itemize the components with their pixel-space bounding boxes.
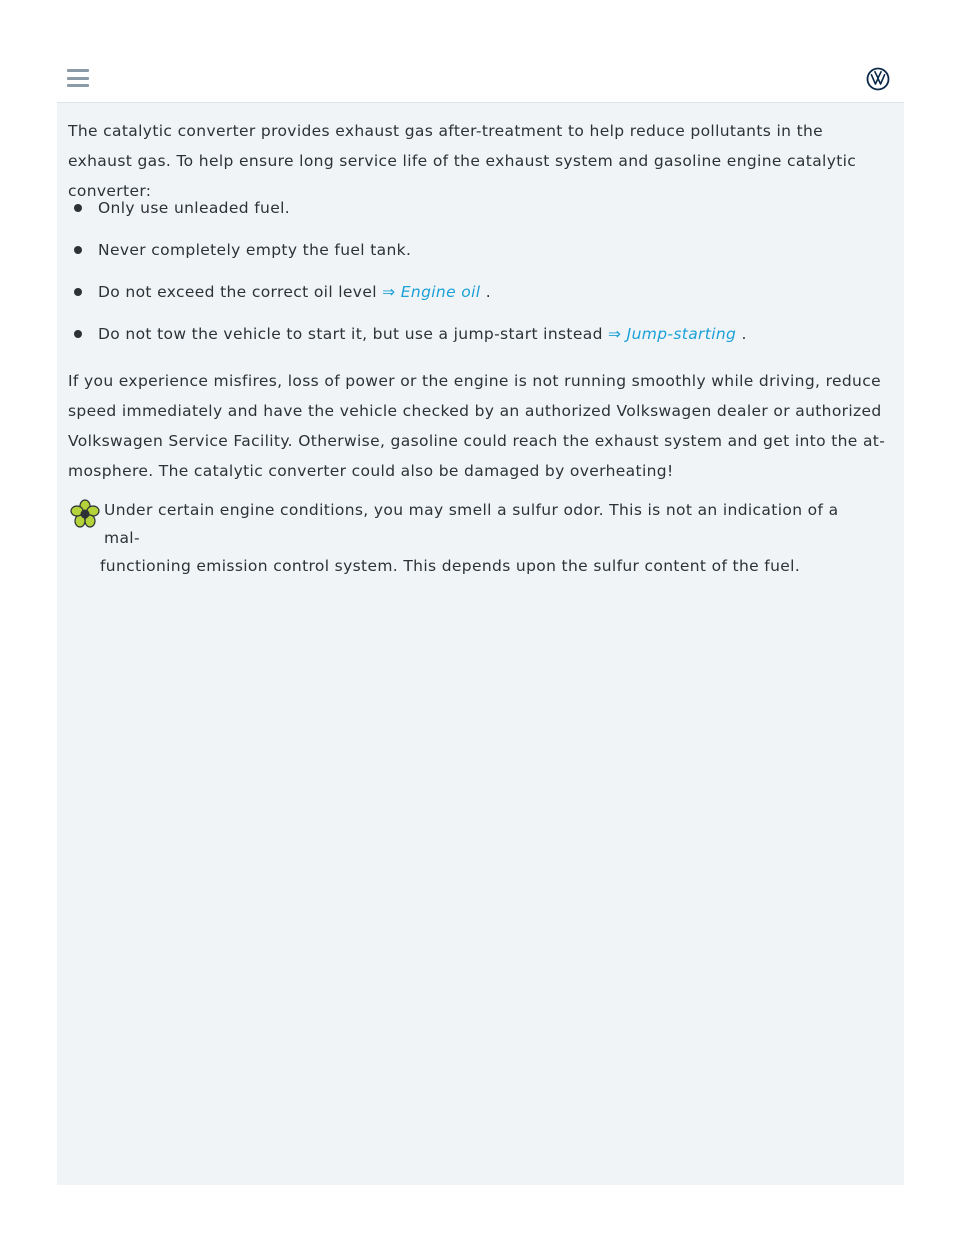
bullet-icon xyxy=(74,330,82,338)
list-item: Do not exceed the correct oil level ⇒ Engine oil . xyxy=(70,282,747,324)
list-item: Never completely empty the fuel tank. xyxy=(70,240,747,282)
content-panel xyxy=(57,103,904,1185)
top-bar xyxy=(57,55,904,103)
vw-logo-icon[interactable] xyxy=(866,67,890,91)
note-line-2: functioning emission control system. This depends upon the sulfur content of the fuel. xyxy=(100,557,801,575)
bullet-icon xyxy=(74,204,82,212)
hamburger-menu-icon[interactable] xyxy=(67,69,89,87)
bullet-icon xyxy=(74,246,82,254)
warning-paragraph: If you experience misfires, loss of power or the engine is not running smoothly while driving, reduce speed immediately and have the vehicle checked by an authorized Volkswagen dealer or authorized Volkswagen Service Facility. Otherwise, gasoline could reach the exhaust system and get into the at- mosphere. The catalytic converter could also be damaged by overheating! xyxy=(68,372,886,480)
environment-note xyxy=(70,496,870,580)
intro-paragraph: The catalytic converter provides exhaust gas after-treatment to help reduce pollutants in the exhaust gas. To help ensure long service life of the exhaust system and gasoline engine catalytic converter: xyxy=(68,122,857,200)
note-line-1: Under certain engine conditions, you may smell a sulfur odor. This is not an indication of a mal- xyxy=(104,501,839,547)
list-item: Only use unleaded fuel. xyxy=(70,198,747,240)
list-item: Do not tow the vehicle to start it, but use a jump-start instead ⇒ Jump-starting . xyxy=(70,324,747,366)
engine-oil-link[interactable]: ⇒ Engine oil xyxy=(382,283,481,301)
environment-flower-icon xyxy=(70,499,100,529)
jump-starting-link[interactable]: ⇒ Jump-starting xyxy=(608,325,737,343)
bullet-icon xyxy=(74,288,82,296)
precautions-list xyxy=(70,198,747,366)
